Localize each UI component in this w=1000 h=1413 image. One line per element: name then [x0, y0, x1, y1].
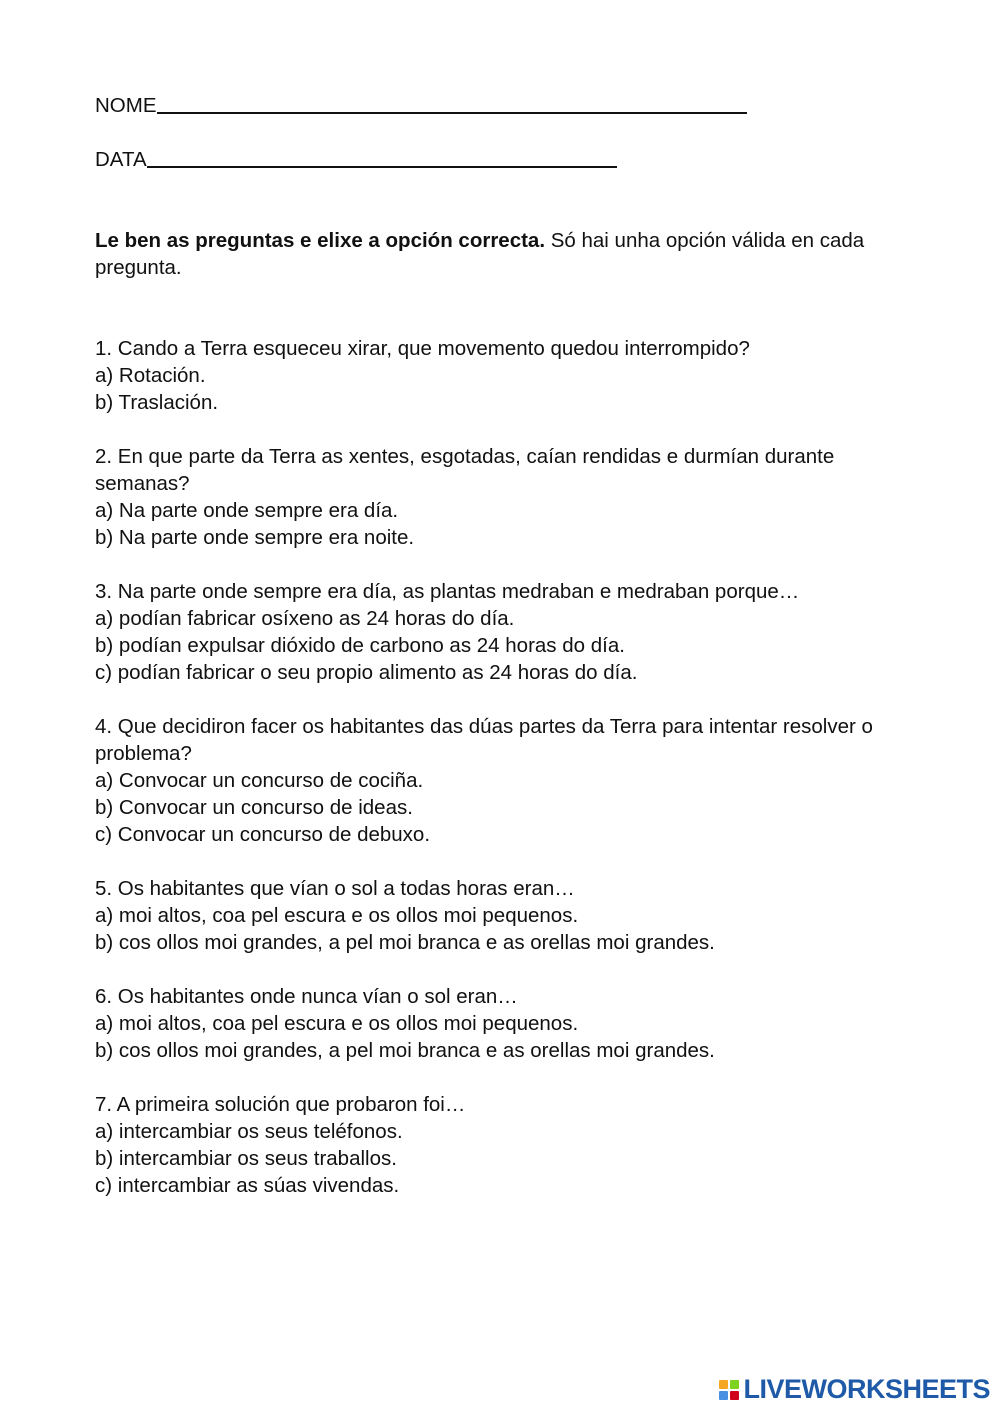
answer-option[interactable]: b) Convocar un concurso de ideas.	[95, 796, 413, 819]
answer-option[interactable]: c) intercambiar as súas vivendas.	[95, 1174, 400, 1197]
name-field[interactable]	[95, 92, 925, 119]
name-blank-line[interactable]	[157, 92, 747, 114]
answer-option[interactable]: a) podían fabricar osíxeno as 24 horas do día.	[95, 607, 515, 630]
name-label: NOME	[95, 94, 157, 117]
date-blank-line[interactable]	[147, 146, 617, 168]
answer-option[interactable]: a) moi altos, coa pel escura e os ollos moi pequenos.	[95, 1012, 579, 1035]
date-label: DATA	[95, 148, 147, 171]
logo-square	[730, 1380, 739, 1389]
answer-option[interactable]: b) Traslación.	[95, 391, 219, 414]
logo-square	[730, 1391, 739, 1400]
answer-option[interactable]: b) intercambiar os seus traballos.	[95, 1147, 397, 1170]
question-block	[95, 983, 925, 1064]
answer-option[interactable]: a) Na parte onde sempre era día.	[95, 499, 399, 522]
question-block	[95, 875, 925, 956]
question-text: 3. Na parte onde sempre era día, as plantas medraban e medraban porque…	[95, 580, 800, 603]
answer-option[interactable]: b) cos ollos moi grandes, a pel moi branca e as orellas moi grandes.	[95, 931, 715, 954]
question-block	[95, 1091, 925, 1199]
answer-option[interactable]: a) intercambiar os seus teléfonos.	[95, 1120, 403, 1143]
question-text: 2. En que parte da Terra as xentes, esgotadas, caían rendidas e durmían durante semanas?	[95, 445, 835, 495]
logo-text: LIVEWORKSHEETS	[743, 1374, 990, 1404]
question-block	[95, 713, 925, 848]
question-text: 6. Os habitantes onde nunca vían o sol eran…	[95, 985, 518, 1008]
instructions	[95, 227, 895, 281]
logo-square	[719, 1380, 728, 1389]
answer-option[interactable]: c) podían fabricar o seu propio alimento as 24 horas do día.	[95, 661, 638, 684]
question-text: 5. Os habitantes que vían o sol a todas horas eran…	[95, 877, 575, 900]
question-text: 1. Cando a Terra esqueceu xirar, que movemento quedou interrompido?	[95, 337, 750, 360]
question-list	[95, 335, 925, 1199]
answer-option[interactable]: b) podían expulsar dióxido de carbono as 24 horas do día.	[95, 634, 625, 657]
question-block	[95, 443, 925, 551]
answer-option[interactable]: b) Na parte onde sempre era noite.	[95, 526, 415, 549]
answer-option[interactable]: a) Convocar un concurso de cociña.	[95, 769, 424, 792]
liveworksheets-logo	[719, 1374, 990, 1405]
answer-option[interactable]: a) Rotación.	[95, 364, 206, 387]
instructions-bold: Le ben as preguntas e elixe a opción correcta.	[95, 229, 546, 252]
date-field[interactable]	[95, 146, 925, 173]
liveworksheets-logo-icon	[719, 1380, 739, 1400]
question-block	[95, 578, 925, 686]
question-text: 7. A primeira solución que probaron foi…	[95, 1093, 466, 1116]
logo-square	[719, 1391, 728, 1400]
answer-option[interactable]: c) Convocar un concurso de debuxo.	[95, 823, 431, 846]
worksheet-page	[95, 92, 925, 1226]
instructions-rest: Só hai unha opción válida en cada pregunta.	[95, 229, 865, 279]
answer-option[interactable]: b) cos ollos moi grandes, a pel moi branca e as orellas moi grandes.	[95, 1039, 715, 1062]
question-text: 4. Que decidiron facer os habitantes das dúas partes da Terra para intentar resolver o problema?	[95, 715, 873, 765]
answer-option[interactable]: a) moi altos, coa pel escura e os ollos moi pequenos.	[95, 904, 579, 927]
question-block	[95, 335, 925, 416]
